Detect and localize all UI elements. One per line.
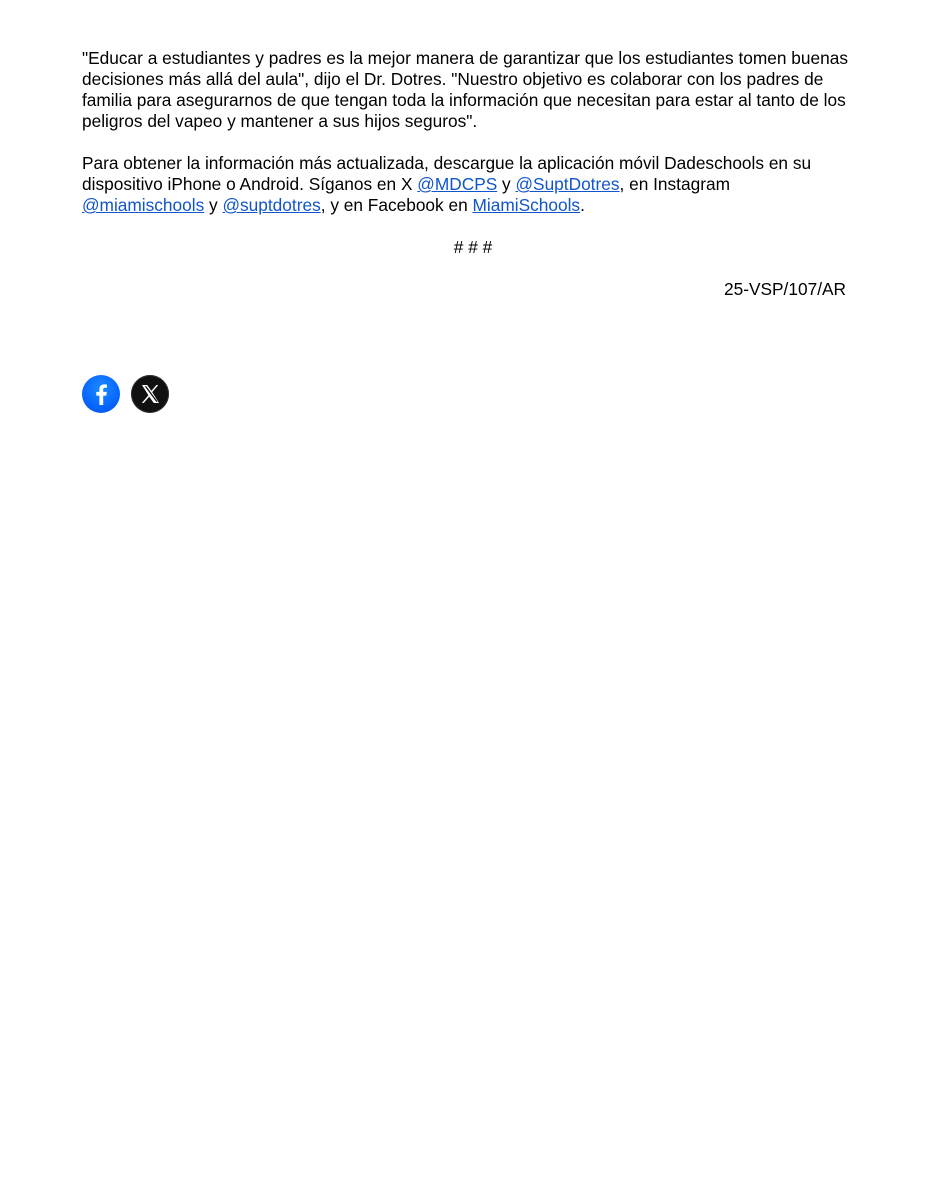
press-release-body [82,48,852,300]
social-share-bar [82,375,169,413]
link-suptdotres-x[interactable]: @SuptDotres [515,174,620,194]
link-miamischools-instagram[interactable]: @miamischools [82,195,205,215]
quote-paragraph: "Educar a estudiantes y padres es la mejor manera de garantizar que los estudiantes tomen buenas decisiones más allá del aula", dijo el Dr. Dotres. "Nuestro objetivo es colaborar con los padres de familia para asegurarnos de que tengan toda la información que necesitan para estar al tanto de los peligros del vapeo y mantener a sus hijos seguros". [82,48,849,131]
contact-text-5: , y en Facebook en [320,195,473,215]
x-share-button[interactable] [131,375,169,413]
contact-text-4: y [204,195,223,215]
facebook-icon [82,375,120,413]
contact-paragraph [82,153,852,216]
reference-code: 25-VSP/107/AR [724,279,846,299]
facebook-share-button[interactable] [82,375,120,413]
link-suptdotres-instagram[interactable]: @suptdotres [222,195,321,215]
x-icon [131,375,169,413]
link-mdcps[interactable]: @MDCPS [417,174,498,194]
end-separator: # # # [453,237,493,257]
contact-text-3: , en Instagram [619,174,730,194]
link-miamischools-facebook[interactable]: MiamiSchools [472,195,581,215]
contact-text-1: Para obtener la información más actualizada, descargue la aplicación móvil Dadeschools en su dispositivo iPhone o Android. Síganos en X [82,153,812,194]
contact-text-6: . [580,195,585,215]
contact-text-2: y [497,174,516,194]
